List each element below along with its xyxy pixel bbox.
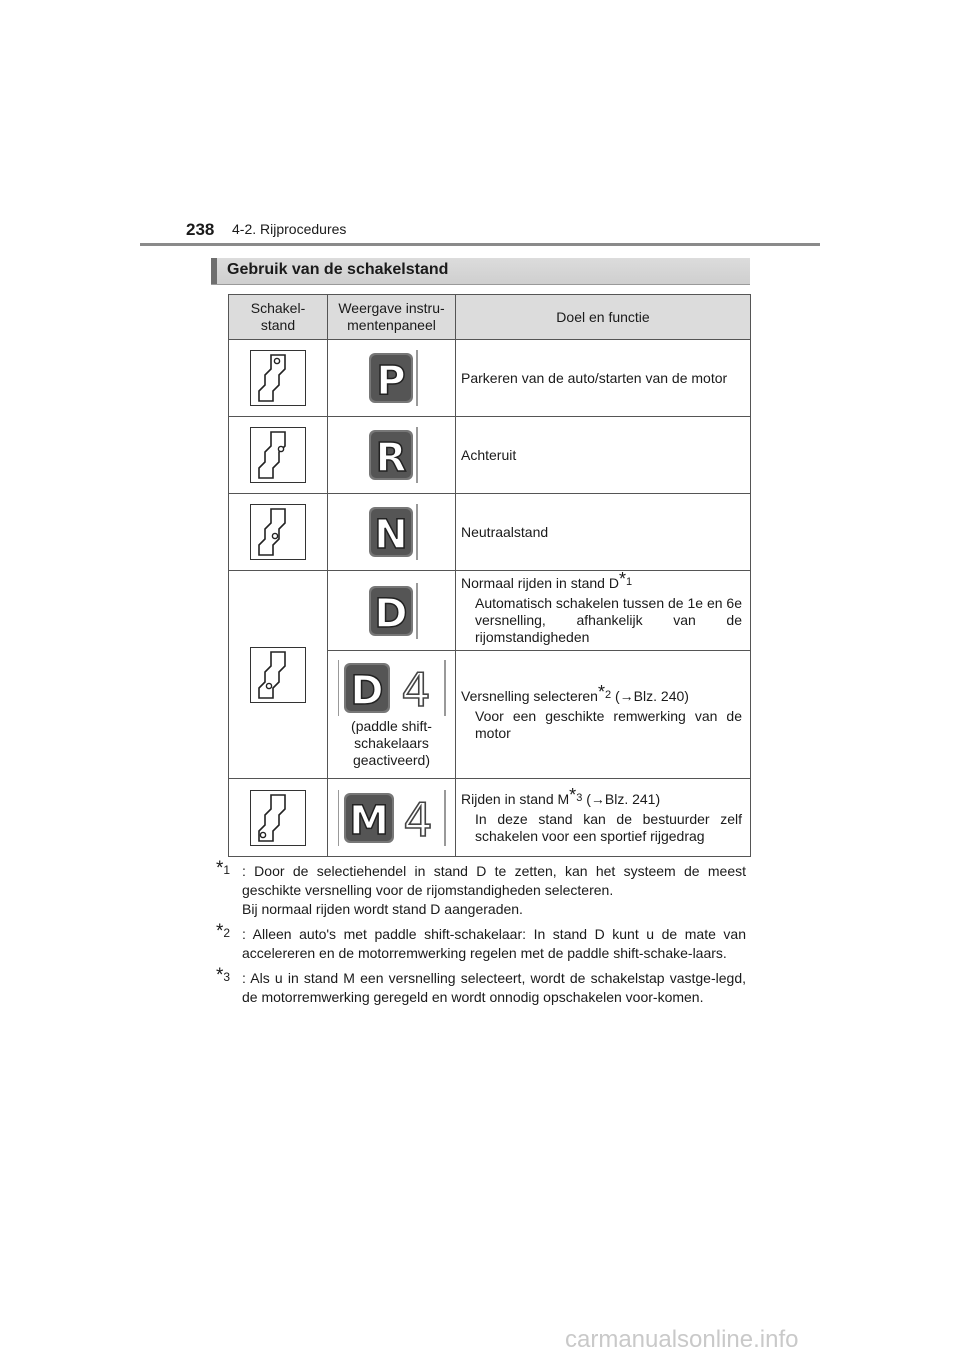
header-rule (140, 243, 820, 246)
display-cell (328, 779, 456, 857)
column-header-position: Schakel- stand (229, 295, 328, 340)
column-header-function: Doel en functie (456, 295, 751, 340)
shift-gate-m-icon (250, 790, 306, 846)
footnote-text: : Alleen auto's met paddle shift-schakelaar: In stand D kunt u de mate van accelereren en de motorremwerking regelen met de paddle shift-schake-laars. (242, 926, 746, 961)
gear-positions-table (228, 294, 751, 857)
table-row (229, 340, 751, 417)
footnote-text: : Als u in stand M een versnelling selecteert, wordt de schakelstap vastge-legd, de motorremwerking geregeld en wordt onnodig opschakelen voor-komen. (242, 970, 746, 1005)
display-cell (328, 571, 456, 651)
display-cell (328, 340, 456, 417)
page-reference: (→Blz. 241) (586, 790, 661, 807)
page-reference: (→Blz. 240) (615, 687, 689, 704)
function-cell (456, 779, 751, 857)
lever-cell (229, 779, 328, 857)
function-lead: Rijden in stand M (461, 790, 570, 807)
shift-gate-p-icon (250, 350, 306, 406)
gear-r-indicator-icon (366, 427, 418, 483)
section-underline (211, 284, 750, 285)
function-cell: Neutraalstand (456, 494, 751, 571)
gear-n-indicator-icon (366, 504, 418, 560)
section-breadcrumb: 4-2. Rijprocedures (232, 221, 347, 237)
footnote-ref: *1 (618, 569, 633, 589)
column-header-display: Weergave instru- mentenpaneel (328, 295, 456, 340)
shift-gate-r-icon (250, 427, 306, 483)
shift-gate-n-icon (250, 504, 306, 560)
function-detail: Voor een geschikte remwerking van de motor (475, 707, 742, 741)
footnote-ref: *2 (597, 681, 612, 702)
paddle-note: (paddle shift- schakelaars geactiveerd) (351, 718, 432, 768)
footnote-2 (216, 921, 746, 963)
lever-cell (229, 417, 328, 494)
footnote-mark: *2 (216, 921, 231, 942)
function-detail: Automatisch schakelen tussen de 1e en 6e versnelling, afhankelijk van de rijomstandigheden (475, 595, 742, 645)
display-cell (328, 417, 456, 494)
footnote-3 (216, 965, 746, 1007)
function-cell: Achteruit (456, 417, 751, 494)
table-row (229, 779, 751, 857)
gear-letter: D (349, 668, 384, 714)
function-cell: Parkeren van de auto/starten van de motor (456, 340, 751, 417)
page-number: 238 (186, 220, 215, 239)
footnotes (216, 858, 746, 1013)
display-cell (328, 494, 456, 571)
gear-letter: P (375, 358, 406, 404)
lever-cell (229, 571, 328, 779)
gear-letter: D (373, 590, 408, 637)
gear-digit: 4 (402, 792, 433, 846)
function-detail: In deze stand kan de bestuurder zelf schakelen voor een sportief rijgedrag (475, 810, 742, 844)
footnote-mark: *3 (216, 965, 231, 986)
gear-d4-indicator-icon (338, 660, 446, 716)
table-row (229, 571, 751, 651)
site-watermark: carmanualsonline.info (565, 1326, 799, 1353)
footnote-mark: *1 (216, 858, 231, 879)
display-cell (328, 651, 456, 779)
lever-cell (229, 340, 328, 417)
gear-digit: 4 (400, 663, 431, 716)
lever-cell (229, 494, 328, 571)
gear-letter: N (373, 512, 408, 558)
gear-p-indicator-icon (366, 350, 418, 406)
function-lead: Versnelling selecteren (461, 687, 598, 704)
footnote-ref: *3 (569, 784, 583, 805)
section-heading-bar (211, 258, 750, 284)
table-header-row (229, 295, 751, 340)
gear-m4-indicator-icon (338, 790, 446, 846)
section-title: Gebruik van de schakelstand (227, 261, 449, 278)
shift-gate-d-icon (250, 647, 306, 703)
function-cell (456, 651, 751, 779)
gear-letter: R (375, 435, 406, 481)
function-cell (456, 571, 751, 651)
function-lead: Normaal rijden in stand D (461, 575, 619, 591)
table-row (229, 494, 751, 571)
table-row (229, 417, 751, 494)
footnote-1 (216, 858, 746, 919)
footnote-text: : Door de selectiehendel in stand D te zetten, kan het systeem de meest geschikte versnelling voor de rijomstandigheden selecteren. (242, 863, 746, 898)
gear-letter: M (348, 797, 389, 844)
gear-d-indicator-icon (366, 583, 418, 639)
footnote-text-2: Bij normaal rijden wordt stand D aangeraden. (242, 901, 523, 917)
